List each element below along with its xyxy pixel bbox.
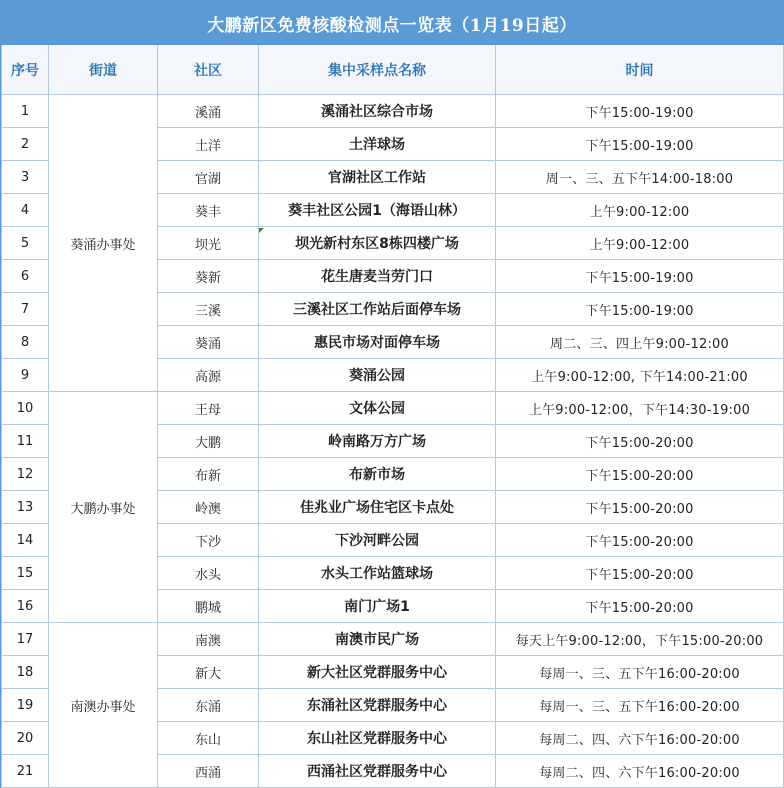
time-cell: 每周一、三、五下午16:00-20:00: [496, 689, 784, 722]
table-body: [2, 95, 784, 788]
site-name-cell: 新大社区党群服务中心: [259, 656, 496, 689]
community-cell: 葵涌: [158, 326, 259, 359]
header-community: 社区: [158, 45, 259, 95]
row-number-cell: 20: [2, 722, 49, 755]
site-name-cell: 葵涌公园: [259, 359, 496, 392]
community-cell: 高源: [158, 359, 259, 392]
time-cell: 上午9:00-12:00: [496, 227, 784, 260]
site-name-cell: 土洋球场: [259, 128, 496, 161]
site-name-cell: 东山社区党群服务中心: [259, 722, 496, 755]
row-number-cell: 19: [2, 689, 49, 722]
row-number-cell: 17: [2, 623, 49, 656]
time-cell: 每天上午9:00-12:00，下午15:00-20:00: [496, 623, 784, 656]
site-name-cell: 葵丰社区公园1（海语山林）: [259, 194, 496, 227]
community-cell: 官湖: [158, 161, 259, 194]
header-site: 集中采样点名称: [259, 45, 496, 95]
time-cell: 每周二、四、六下午16:00-20:00: [496, 755, 784, 788]
row-number-cell: 8: [2, 326, 49, 359]
community-cell: 土洋: [158, 128, 259, 161]
header-row: [2, 45, 784, 95]
site-name-cell: 官湖社区工作站: [259, 161, 496, 194]
site-name-cell: 溪涌社区综合市场: [259, 95, 496, 128]
time-cell: 每周二、四、六下午16:00-20:00: [496, 722, 784, 755]
community-cell: 东山: [158, 722, 259, 755]
time-cell: 下午15:00-19:00: [496, 293, 784, 326]
header-no: 序号: [2, 45, 49, 95]
time-cell: 周一、三、五下午14:00-18:00: [496, 161, 784, 194]
community-cell: 岭澳: [158, 491, 259, 524]
row-number-cell: 12: [2, 458, 49, 491]
table-row: [2, 95, 784, 128]
site-name-cell: 三溪社区工作站后面停车场: [259, 293, 496, 326]
time-cell: 下午15:00-20:00: [496, 425, 784, 458]
community-cell: 水头: [158, 557, 259, 590]
community-cell: 溪涌: [158, 95, 259, 128]
site-name-cell: 水头工作站篮球场: [259, 557, 496, 590]
time-cell: 下午15:00-19:00: [496, 260, 784, 293]
row-number-cell: 7: [2, 293, 49, 326]
testing-sites-table: [1, 45, 784, 788]
time-cell: 下午15:00-20:00: [496, 557, 784, 590]
street-cell: 南澳办事处: [49, 623, 158, 788]
time-cell: 下午15:00-19:00: [496, 95, 784, 128]
header-time: 时间: [496, 45, 784, 95]
community-cell: 西涌: [158, 755, 259, 788]
row-number-cell: 3: [2, 161, 49, 194]
site-name-cell: 岭南路万方广场: [259, 425, 496, 458]
community-cell: 大鹏: [158, 425, 259, 458]
row-number-cell: 13: [2, 491, 49, 524]
community-cell: 王母: [158, 392, 259, 425]
time-cell: 下午15:00-20:00: [496, 524, 784, 557]
table-row: [2, 392, 784, 425]
row-number-cell: 21: [2, 755, 49, 788]
street-cell: 葵涌办事处: [49, 95, 158, 392]
community-cell: 坝光: [158, 227, 259, 260]
site-name-cell: 下沙河畔公园: [259, 524, 496, 557]
site-name-cell: 布新市场: [259, 458, 496, 491]
community-cell: 南澳: [158, 623, 259, 656]
row-number-cell: 15: [2, 557, 49, 590]
site-name-cell: 坝光新村东区8栋四楼广场: [259, 227, 496, 260]
row-number-cell: 4: [2, 194, 49, 227]
community-cell: 下沙: [158, 524, 259, 557]
time-cell: 每周一、三、五下午16:00-20:00: [496, 656, 784, 689]
site-name-cell: 南澳市民广场: [259, 623, 496, 656]
community-cell: 东涌: [158, 689, 259, 722]
street-cell: 大鹏办事处: [49, 392, 158, 623]
row-number-cell: 11: [2, 425, 49, 458]
time-cell: 上午9:00-12:00，下午14:30-19:00: [496, 392, 784, 425]
row-number-cell: 10: [2, 392, 49, 425]
site-name-cell: 花生唐麦当劳门口: [259, 260, 496, 293]
community-cell: 新大: [158, 656, 259, 689]
community-cell: 布新: [158, 458, 259, 491]
time-cell: 上午9:00-12:00, 下午14:00-21:00: [496, 359, 784, 392]
community-cell: 三溪: [158, 293, 259, 326]
cell-comment-marker: [259, 228, 264, 233]
site-name-cell: 东涌社区党群服务中心: [259, 689, 496, 722]
row-number-cell: 14: [2, 524, 49, 557]
site-name-cell: 文体公园: [259, 392, 496, 425]
site-name-cell: 惠民市场对面停车场: [259, 326, 496, 359]
site-name-cell: 南门广场1: [259, 590, 496, 623]
table-title: 大鹏新区免费核酸检测点一览表（1月19日起）: [1, 1, 783, 45]
site-name-cell: 佳兆业广场住宅区卡点处: [259, 491, 496, 524]
row-number-cell: 5: [2, 227, 49, 260]
row-number-cell: 2: [2, 128, 49, 161]
row-number-cell: 9: [2, 359, 49, 392]
row-number-cell: 18: [2, 656, 49, 689]
community-cell: 鹏城: [158, 590, 259, 623]
header-street: 街道: [49, 45, 158, 95]
table-row: [2, 623, 784, 656]
community-cell: 葵丰: [158, 194, 259, 227]
time-cell: 下午15:00-20:00: [496, 590, 784, 623]
time-cell: 下午15:00-19:00: [496, 128, 784, 161]
time-cell: 下午15:00-20:00: [496, 458, 784, 491]
time-cell: 下午15:00-20:00: [496, 491, 784, 524]
row-number-cell: 6: [2, 260, 49, 293]
community-cell: 葵新: [158, 260, 259, 293]
site-name-cell: 西涌社区党群服务中心: [259, 755, 496, 788]
row-number-cell: 16: [2, 590, 49, 623]
time-cell: 上午9:00-12:00: [496, 194, 784, 227]
row-number-cell: 1: [2, 95, 49, 128]
time-cell: 周二、三、四上午9:00-12:00: [496, 326, 784, 359]
